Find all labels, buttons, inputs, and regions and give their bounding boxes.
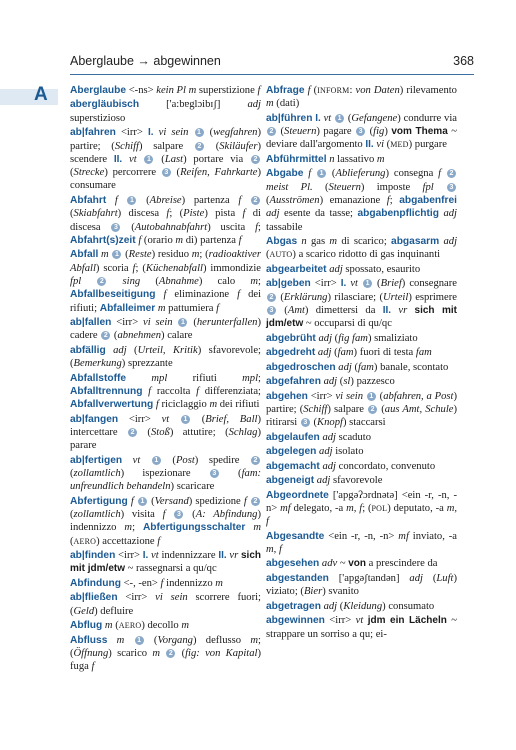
dictionary-entry: ab|fahren <irr> I. vi sein 1 (wegfahren) partire; (Schiff) salpare 2 (Skiläufer) scendere II. vt 1 (Last) portare via 2 (Strecke) percorrere 3 (Reifen, Fahrkarte) consumare bbox=[70, 127, 262, 192]
dictionary-entry: abgehen <irr> vi sein 1 (abfahren, a Post) partire; (Schiff) salpare 2 (aus Amt, Schule) ritirarsi 3 (Knopf) staccarsi bbox=[266, 390, 458, 429]
dictionary-entry: abgesehen adv ~ von a prescindere da bbox=[266, 558, 438, 570]
dictionary-entry: Abführmittel n lassativo m bbox=[266, 153, 385, 165]
dictionary-entry: abgedroschen adj (fam) banale, scontato bbox=[266, 361, 449, 373]
dictionary-entry: abgeneigt adj sfavorevole bbox=[266, 475, 383, 487]
dictionary-entry: abgedreht adj (fam) fuori di testa fam bbox=[266, 347, 432, 359]
dictionary-entry: Abfall m 1 (Reste) residuo m; (radioaktiver Abfall) scoria f; (Küchenabfall) immondizie fpl 2 sing (Abnahme) calo m; Abfallbeseitigung f eliminazione f dei rifiuti; Abfalleimer m pattumiera f bbox=[70, 249, 262, 314]
running-head: Aberglaube → abgewinnen bbox=[70, 54, 221, 68]
dictionary-entry: abgefahren adj (sl) pazzesco bbox=[266, 376, 395, 388]
dictionary-entry: Abgesandte <ein -r, -n, -n> mf inviato, -a m, f bbox=[266, 530, 457, 555]
dictionary-entry: abgemacht adj concordato, convenuto bbox=[266, 460, 436, 472]
dictionary-entry: Abgas n gas m di scarico; abgasarm adj (AUTO) a scarico ridotto di gas inquinanti bbox=[266, 236, 458, 261]
dictionary-entry: Abfrage f (INFORM: von Daten) rilevamento m (dati) bbox=[266, 85, 457, 110]
left-column bbox=[70, 84, 261, 675]
dictionary-entry: abgearbeitet adj spossato, esaurito bbox=[266, 263, 421, 275]
dictionary-entry: Abfertigung f 1 (Versand) spedizione f 2 (zollamtlich) visita f 3 (A: Abfindung) indennizzo m; Abfertigungsschalter m (AERO) accettazione f bbox=[70, 495, 261, 547]
dictionary-entry: ab|führen I. vt 1 (Gefangene) condurre via 2 (Steuern) pagare 3 (fig) vom Thema ~ deviare dall'argomento II. vi (MED) purgare bbox=[266, 112, 457, 151]
dictionary-entry: abgelaufen adj scaduto bbox=[266, 431, 371, 443]
dictionary-entry: abgetragen adj (Kleidung) consumato bbox=[266, 600, 435, 612]
header-rule bbox=[70, 74, 474, 75]
dictionary-entry: abgelegen adj isolato bbox=[266, 446, 364, 458]
dictionary-entry: abgewinnen <irr> vt jdm ein Lächeln ~ strappare un sorriso a qu; ei- bbox=[266, 615, 457, 640]
dictionary-entry: ab|fallen <irr> vi sein 1 (herunterfallen) cadere 2 (abnehmen) calare bbox=[70, 316, 261, 342]
dictionary-entry: Abfallstoffe mpl rifiuti mpl; Abfalltrennung f raccolta f differenziata; Abfallverwertung f riciclaggio m dei rifiuti bbox=[70, 372, 261, 411]
dictionary-entry: abfällig adj (Urteil, Kritik) sfavorevole; (Bemerkung) sprezzante bbox=[70, 344, 261, 370]
dictionary-entry: Abflug m (AERO) decollo m bbox=[70, 620, 189, 632]
dictionary-entry: Abfluss m 1 (Vorgang) deflusso m; (Öffnung) scarico m 2 (fig: von Kapital) fuga f bbox=[70, 634, 261, 673]
dictionary-entry: abgestanden ['apgəʃtandən] adj (Luft) viziato; (Bier) svanito bbox=[266, 572, 457, 598]
right-column bbox=[266, 84, 457, 642]
section-letter: A bbox=[34, 84, 48, 105]
dictionary-entry: ab|geben <irr> I. vt 1 (Brief) consegnare 2 (Erklärung) rilasciare; (Urteil) esprimere 3 (Amt) dimettersi da II. vr sich mit jdm/etw ~ occuparsi di qu/qc bbox=[266, 278, 457, 330]
dictionary-entry: abgebrüht adj (fig fam) smaliziato bbox=[266, 332, 418, 344]
dictionary-entry: Abgabe f 1 (Ablieferung) consegna f 2 meist Pl. (Steuern) imposte fpl 3 (Ausströmen) emanazione f; abgabenfrei adj esente da tasse; abgabenpflichtig adj tassabile bbox=[266, 168, 457, 233]
dictionary-entry: Abfindung <-, -en> f indennizzo m bbox=[70, 577, 223, 589]
dictionary-entry: ab|fangen <irr> vt 1 (Brief, Ball) intercettare 2 (Stoß) attutire; (Schlag) parare bbox=[70, 413, 261, 452]
thumb-index-tab bbox=[0, 89, 58, 105]
dictionary-entry: Abfahrt f 1 (Abreise) partenza f 2 (Skiabfahrt) discesa f; (Piste) pista f di discesa 3 (Autobahnabfahrt) uscita f; Abfahrt(s)zeit f (orario m di) partenza f bbox=[70, 194, 261, 246]
page-header bbox=[70, 54, 474, 72]
dictionary-entry: Abgeordnete ['apgəʔɔrdnətə] <ein -r, -n, -n> mf delegato, -a m, f; (POL) deputato, -a m, f bbox=[266, 489, 458, 528]
page-number: 368 bbox=[453, 54, 474, 68]
dictionary-entry: abergläubisch ['a:bɐglɔibɪʃ] adj superstizioso bbox=[70, 99, 261, 124]
dictionary-entry: ab|fließen <irr> vi sein scorrere fuori; (Geld) defluire bbox=[70, 592, 261, 617]
dictionary-entry: ab|fertigen vt 1 (Post) spedire 2 (zollamtlich) ispezionare 3 (fam: unfreundlich behandeln) scaricare bbox=[70, 454, 261, 493]
dictionary-entry: Aberglaube <-ns> kein Pl m superstizione f bbox=[70, 85, 261, 96]
dictionary-entry: ab|finden <irr> I. vt indennizzare II. vr sich mit jdm/etw ~ rassegnarsi a qu/qc bbox=[70, 550, 261, 575]
